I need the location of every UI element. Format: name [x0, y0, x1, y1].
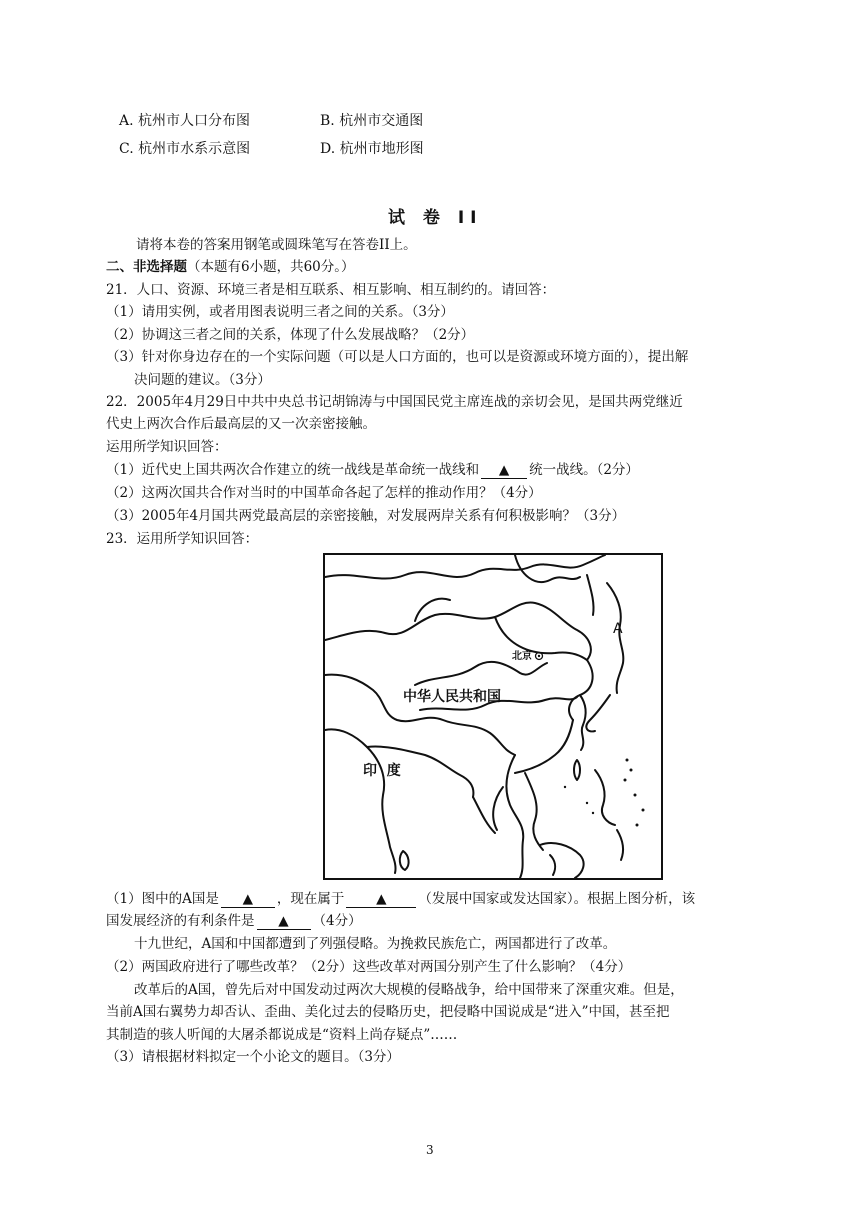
answer-blank[interactable]: ▲	[346, 891, 416, 908]
part-heading-note: （本题有6小题，共60分。）	[187, 259, 355, 275]
section-title: 试 卷 II	[388, 208, 483, 228]
map-drawing	[325, 555, 661, 878]
q22-sub2: （2）这两次国共合作对当时的中国革命各起了怎样的推动作用？（4分）	[106, 485, 542, 501]
q22-stem1: 22．2005年4月29日中共中央总书记胡锦涛与中国国民党主席连战的亲切会见，是国共两党继近	[106, 394, 683, 410]
q23-sub1-text2: ，现在属于	[276, 891, 345, 907]
q23-sub2: （2）两国政府进行了哪些改革？（2分）这些改革对两国分别产生了什么影响？（4分）	[106, 959, 632, 975]
map-label-a: A	[613, 621, 623, 637]
q22-sub1-pre: （1）近代史上国共两次合作建立的统一战线是革命统一战线和	[106, 462, 480, 478]
instruction: 请将本卷的答案用钢笔或圆珠笔写在答卷II上。	[136, 237, 417, 253]
q23-sub1-line1	[106, 889, 695, 909]
option-c: C. 杭州市水系示意图	[119, 141, 251, 157]
q23-sub1-text1: （1）图中的A国是	[106, 891, 219, 907]
q23-sub1-text4: 国发展经济的有利条件是	[106, 913, 255, 929]
map-label-india: 印 度	[363, 763, 401, 779]
q23-stem: 23．运用所学知识回答：	[106, 531, 259, 547]
q23-sub1-line2	[106, 911, 362, 931]
q23-para2b: 当前A国右翼势力却否认、歪曲、美化过去的侵略历史，把侵略中国说成是“进入”中国，甚至把	[106, 1004, 670, 1020]
answer-blank[interactable]: ▲	[481, 462, 527, 479]
q21-sub2: （2）协调这三者之间的关系，体现了什么发展战略？（2分）	[106, 327, 475, 343]
q21-sub1: （1）请用实例，或者用图表说明三者之间的关系。（3分）	[106, 304, 454, 320]
q22-sub3: （3）2005年4月国共两党最高层的亲密接触，对发展两岸关系有何积极影响？（3分）	[106, 508, 626, 524]
q23-para1: 十九世纪，A国和中国都遭到了列强侵略。为挽救民族危亡，两国都进行了改革。	[134, 936, 617, 952]
option-b: B. 杭州市交通图	[320, 113, 424, 129]
q21-sub3b: 决问题的建议。（3分）	[134, 372, 271, 388]
q23-sub1-text5: （4分）	[312, 913, 362, 929]
q22-sub1-post: 统一战线。（2分）	[529, 462, 639, 478]
q23-sub3: （3）请根据材料拟定一个小论文的题目。（3分）	[106, 1049, 400, 1065]
q21-sub3a: （3）针对你身边存在的一个实际问题（可以是人口方面的，也可以是资源或环境方面的），提出解	[106, 349, 689, 365]
q22-stem2: 代史上两次合作后最高层的又一次亲密接触。	[106, 416, 376, 432]
option-a: A. 杭州市人口分布图	[119, 113, 251, 129]
part-heading-label: 二、非选择题	[106, 259, 187, 275]
answer-blank[interactable]: ▲	[257, 913, 311, 930]
q23-para2a: 改革后的A国，曾先后对中国发动过两次大规模的侵略战争，给中国带来了深重灾难。但是，	[134, 982, 684, 998]
q23-para2c: 其制造的骇人听闻的大屠杀都说成是“资料上尚存疑点”……	[106, 1027, 458, 1043]
answer-blank[interactable]: ▲	[221, 891, 275, 908]
page-number: 3	[426, 1143, 434, 1157]
q22-prompt: 运用所学知识回答：	[106, 439, 228, 455]
q21-stem: 21．人口、资源、环境三者是相互联系、相互影响、相互制约的。请回答：	[106, 282, 556, 298]
part-heading	[106, 257, 355, 277]
q22-sub1	[106, 460, 639, 480]
map-label-china: 中华人民共和国	[403, 689, 501, 705]
q23-sub1-text3: （发展中国家或发达国家）。根据上图分析，该	[418, 891, 696, 907]
east-asia-map	[323, 553, 663, 880]
option-d: D. 杭州市地形图	[320, 141, 424, 157]
map-label-beijing: 北京	[512, 651, 532, 662]
